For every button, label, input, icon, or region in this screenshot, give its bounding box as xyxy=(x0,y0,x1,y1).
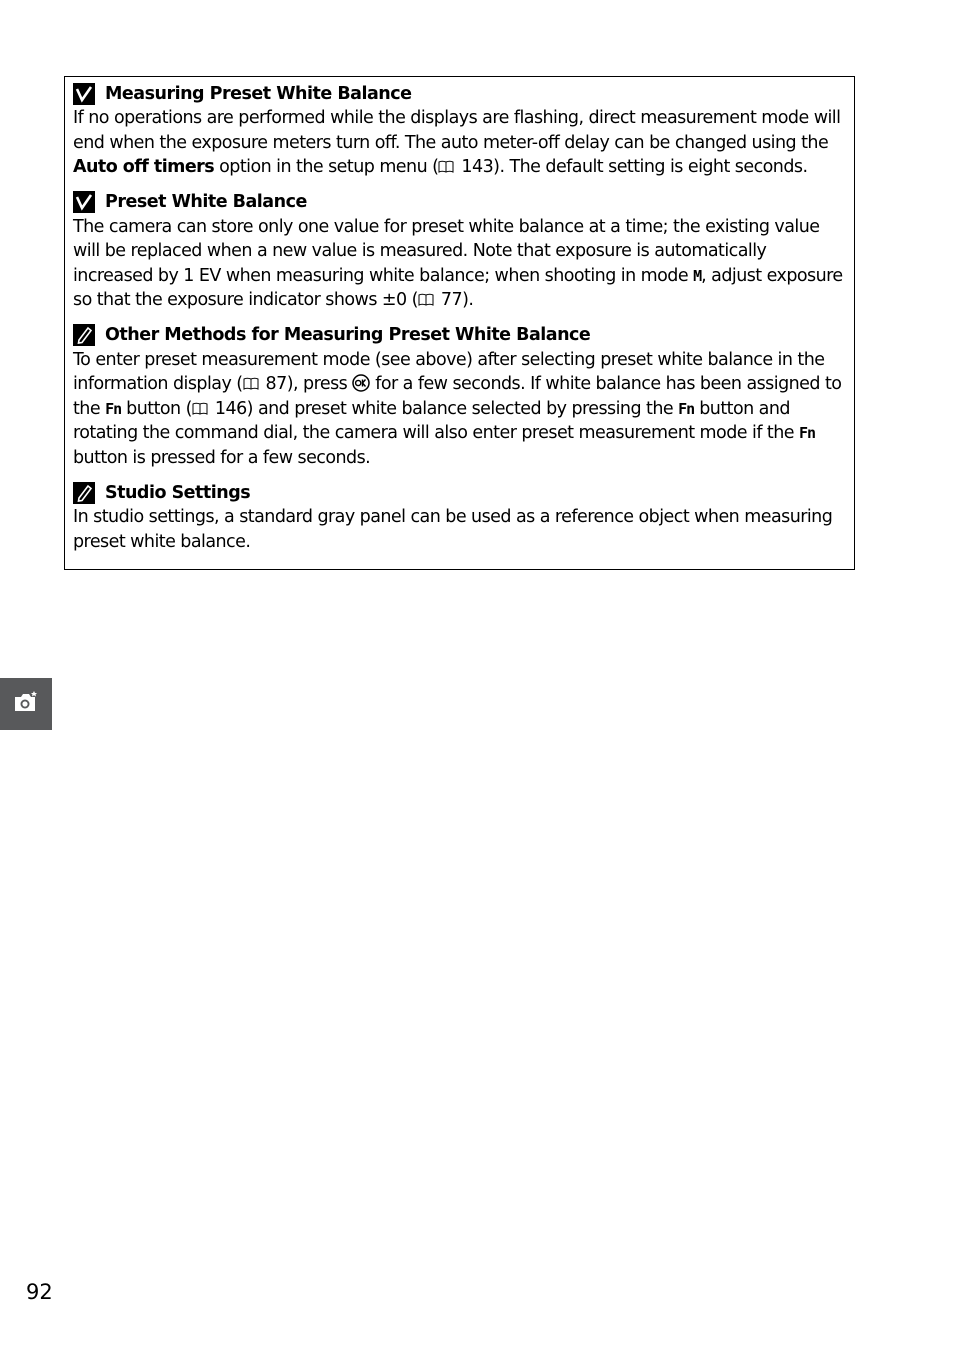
note-text: button is pressed for a few seconds. xyxy=(73,447,371,468)
ok-button-icon xyxy=(352,374,370,392)
note-text: for a few seconds. If white balance has been assigned to the xyxy=(73,374,842,419)
note-text: In studio settings, a standard gray panel can be used as a reference object when measuring preset white balance. xyxy=(73,507,833,552)
check-caution-icon xyxy=(73,191,95,213)
fn-button-symbol: Fn xyxy=(678,399,695,418)
notes-box xyxy=(64,76,855,570)
note-header xyxy=(73,323,846,348)
note-text: button ( xyxy=(121,398,192,419)
page-reference-icon xyxy=(192,398,208,411)
chapter-tab xyxy=(0,678,52,730)
pencil-note-icon xyxy=(73,482,95,504)
page-reference-icon xyxy=(438,156,454,169)
note-header xyxy=(73,480,846,505)
note-text: 77). xyxy=(435,290,474,310)
fn-button-symbol: Fn xyxy=(105,399,122,418)
mode-m-symbol: M xyxy=(693,266,702,285)
note-title: Preset White Balance xyxy=(105,192,307,212)
note-measuring-preset-wb xyxy=(73,81,846,180)
note-body xyxy=(73,505,846,554)
note-text: To enter preset measurement mode (see above) after selecting preset white balance in the information display ( xyxy=(73,349,825,394)
page-reference-icon xyxy=(418,289,434,302)
note-title: Other Methods for Measuring Preset White Balance xyxy=(105,325,591,345)
note-text: option in the setup menu ( xyxy=(214,157,439,177)
note-header xyxy=(73,81,846,106)
page-reference-icon xyxy=(243,373,259,386)
note-title: Measuring Preset White Balance xyxy=(105,83,412,104)
check-caution-icon xyxy=(73,83,95,105)
note-body xyxy=(73,215,846,313)
note-preset-wb xyxy=(73,190,846,313)
note-text: , adjust exposure so that the exposure indicator shows ±0 ( xyxy=(73,265,843,310)
note-text: 146) and preset white balance selected by pressing the xyxy=(209,398,679,419)
note-text: The camera can store only one value for preset white balance at a time; the existing value will be replaced when a new value is measured. Note that exposure is automatically increased by 1 EV when measuring white balance; when shooting in mode xyxy=(73,216,820,286)
page-number: 92 xyxy=(26,1280,53,1304)
fn-button-symbol: Fn xyxy=(799,424,816,442)
note-body xyxy=(73,348,846,471)
pencil-note-icon xyxy=(73,324,95,346)
menu-option-name: Auto off timers xyxy=(73,157,215,177)
note-body xyxy=(73,106,846,180)
note-text: 143). The default setting is eight seconds. xyxy=(456,157,808,177)
note-text: button and rotating the command dial, the camera will also enter preset measurement mode if the xyxy=(73,398,800,443)
camera-settings-icon xyxy=(13,690,39,718)
note-studio-settings xyxy=(73,480,846,554)
note-title: Studio Settings xyxy=(105,482,251,503)
note-header xyxy=(73,190,846,215)
note-text: If no operations are performed while the displays are flashing, direct measurement mode will end when the exposure meters turn off. The auto meter-off delay can be changed using the xyxy=(73,108,841,153)
note-text: 87), press xyxy=(260,374,353,394)
note-other-methods xyxy=(73,323,846,471)
